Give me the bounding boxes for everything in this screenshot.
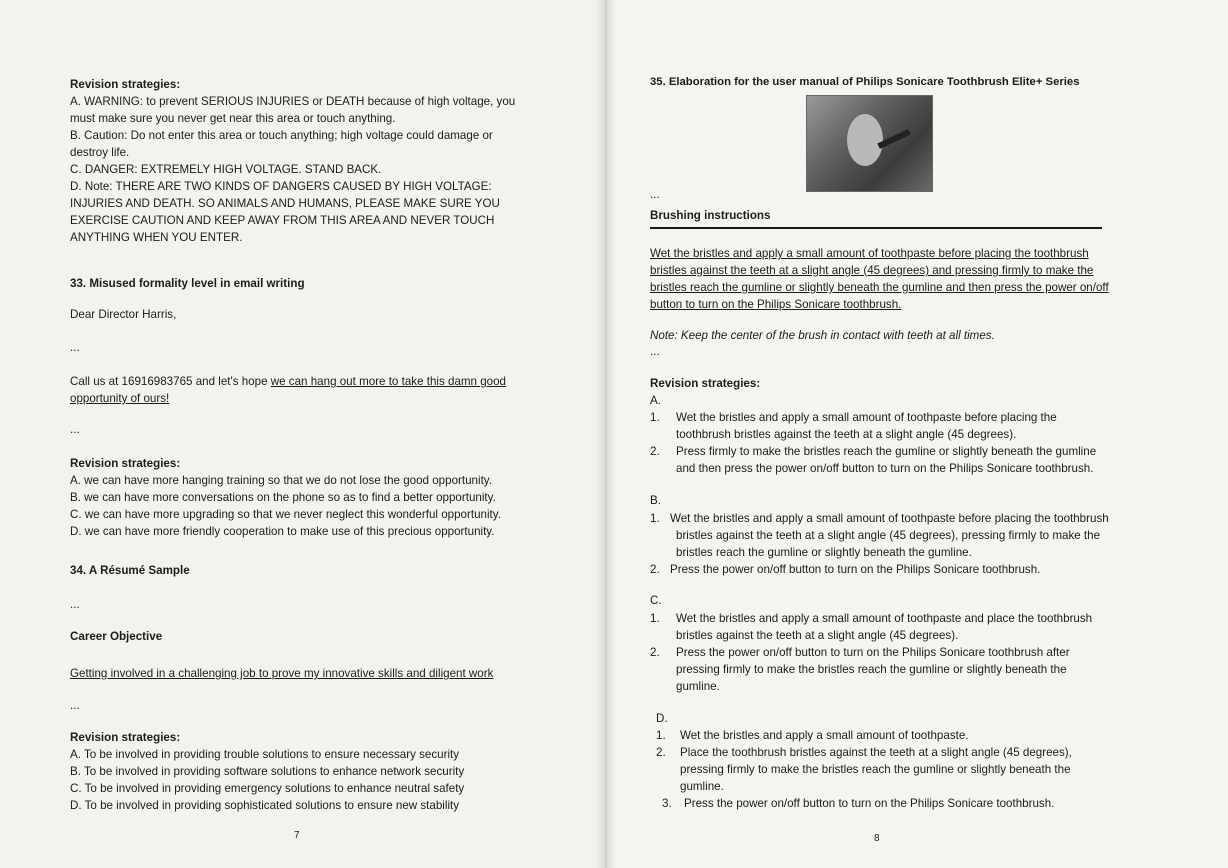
career-objective-heading: Career Objective — [70, 630, 163, 643]
option-d-step2-line3: gumline. — [680, 780, 724, 793]
option-a-step2-line1: Press firmly to make the bristles reach the gumline or slightly beneath the gumline — [676, 445, 1097, 458]
option-d-step2-line1: Place the toothbrush bristles against the teeth at a slight angle (45 degrees), — [680, 746, 1072, 759]
page-number: 7 — [294, 830, 300, 841]
step-number: 2. — [650, 563, 660, 576]
instruction-line2: bristles against the teeth at a slight angle (45 degrees) and pressing firmly to make the — [650, 264, 1094, 277]
option-b-label: B. — [650, 494, 661, 507]
strategy-b: B. To be involved in providing software solutions to enhance network security — [70, 765, 465, 778]
section-34-heading: 34. A Résumé Sample — [70, 564, 190, 577]
revision-heading: Revision strategies: — [70, 731, 181, 744]
section-35-heading: 35. Elaboration for the user manual of Philips Sonicare Toothbrush Elite+ Series — [650, 76, 1080, 88]
note: Note: Keep the center of the brush in contact with teeth at all times. — [650, 329, 995, 342]
revision-heading: Revision strategies: — [70, 457, 181, 470]
step-number: 2. — [650, 646, 660, 659]
book-spine — [596, 0, 616, 868]
email-salutation: Dear Director Harris, — [70, 308, 177, 321]
email-closing-line1 — [70, 373, 506, 390]
option-c-label: C. — [650, 594, 662, 607]
ellipsis: ... — [70, 423, 80, 436]
ellipsis: ... — [70, 341, 80, 354]
strategy-a: A. To be involved in providing trouble solutions to ensure necessary security — [70, 748, 460, 761]
ellipsis: ... — [650, 345, 660, 358]
left-page — [0, 0, 606, 868]
career-objective-text: Getting involved in a challenging job to prove my innovative skills and diligent work — [70, 667, 494, 680]
strategy-d-line3: EXERCISE CAUTION AND KEEP AWAY FROM THIS AREA AND NEVER TOUCH — [70, 214, 495, 227]
strategy-d-line2: INJURIES AND DEATH. SO ANIMALS AND HUMANS, PLEASE MAKE SURE YOU — [70, 197, 500, 210]
heading-rule — [650, 227, 1102, 229]
instruction-line3: bristles reach the gumline or slightly beneath the gumline and then press the power on/off — [650, 281, 1109, 294]
option-b-step1-line3: bristles reach the gumline or slightly beneath the gumline. — [676, 546, 972, 559]
strategy-d-line1: D. Note: THERE ARE TWO KINDS OF DANGERS CAUSED BY HIGH VOLTAGE: — [70, 180, 492, 193]
option-c-step1-line1: Wet the bristles and apply a small amount of toothpaste and place the toothbrush — [676, 612, 1093, 625]
instruction-line4: button to turn on the Philips Sonicare toothbrush. — [650, 298, 902, 311]
step-number: 2. — [650, 445, 660, 458]
strategy-c: C. DANGER: EXTREMELY HIGH VOLTAGE. STAND BACK. — [70, 163, 382, 176]
step-number: 1. — [650, 411, 660, 424]
option-a-label: A. — [650, 394, 661, 407]
step-number: 1. — [656, 729, 666, 742]
option-b-step1-line1: Wet the bristles and apply a small amount of toothpaste before placing the toothbrush — [670, 512, 1109, 525]
strategy-b: B. we can have more conversations on the phone so as to find a better opportunity. — [70, 491, 496, 504]
option-c-step2-line1: Press the power on/off button to turn on the Philips Sonicare toothbrush after — [676, 646, 1070, 659]
revision-heading: Revision strategies: — [70, 78, 181, 91]
strategy-a: A. we can have more hanging training so that we do not lose the good opportunity. — [70, 474, 492, 487]
toothbrush-photo — [806, 95, 933, 192]
strategy-b-line1: B. Caution: Do not enter this area or touch anything; high voltage could damage or — [70, 129, 493, 142]
option-a-step1-line1: Wet the bristles and apply a small amount of toothpaste before placing the — [676, 411, 1057, 424]
option-d-step3-line1: Press the power on/off button to turn on the Philips Sonicare toothbrush. — [684, 797, 1055, 810]
option-b-step2-line1: Press the power on/off button to turn on the Philips Sonicare toothbrush. — [670, 563, 1041, 576]
option-b-step1-line2: bristles against the teeth at a slight angle (45 degrees), pressing firmly to make the — [676, 529, 1101, 542]
strategy-a-line2: must make sure you never get near this area or touch anything. — [70, 112, 396, 125]
page-number: 8 — [874, 833, 880, 844]
strategy-d-line4: ANYTHING WHEN YOU ENTER. — [70, 231, 243, 244]
instruction-line1: Wet the bristles and apply a small amount of toothpaste before placing the toothbrush — [650, 247, 1089, 260]
step-number: 3. — [662, 797, 672, 810]
option-d-step1-line1: Wet the bristles and apply a small amount of toothpaste. — [680, 729, 969, 742]
option-d-step2-line2: pressing firmly to make the bristles reach the gumline or slightly beneath the — [680, 763, 1071, 776]
section-33-heading: 33. Misused formality level in email writing — [70, 277, 305, 290]
option-a-step1-line2: toothbrush bristles against the teeth at a slight angle (45 degrees). — [676, 428, 1017, 441]
brushing-instructions-heading: Brushing instructions — [650, 209, 771, 222]
option-c-step2-line3: gumline. — [676, 680, 720, 693]
right-page — [606, 0, 1228, 868]
strategy-b-line2: destroy life. — [70, 146, 130, 159]
strategy-c: C. To be involved in providing emergency solutions to enhance neutral safety — [70, 782, 465, 795]
step-number: 1. — [650, 612, 660, 625]
option-a-step2-line2: and then press the power on/off button to turn on the Philips Sonicare toothbrush. — [676, 462, 1094, 475]
strategy-a-line1: A. WARNING: to prevent SERIOUS INJURIES or DEATH because of high voltage, you — [70, 95, 516, 108]
ellipsis: ... — [70, 598, 80, 611]
ellipsis: ... — [650, 188, 660, 201]
email-closing-underlined: we can hang out more to take this damn good — [270, 375, 507, 388]
option-d-label: D. — [656, 712, 668, 725]
strategy-c: C. we can have more upgrading so that we never neglect this wonderful opportunity. — [70, 508, 501, 521]
option-c-step2-line2: pressing firmly to make the bristles reach the gumline or slightly beneath the — [676, 663, 1067, 676]
step-number: 2. — [656, 746, 666, 759]
revision-heading: Revision strategies: — [650, 377, 761, 390]
option-c-step1-line2: bristles against the teeth at a slight angle (45 degrees). — [676, 629, 959, 642]
ellipsis: ... — [70, 699, 80, 712]
email-closing-line2: opportunity of ours! — [70, 392, 170, 405]
step-number: 1. — [650, 512, 660, 525]
strategy-d: D. To be involved in providing sophisticated solutions to ensure new stability — [70, 799, 460, 812]
strategy-d: D. we can have more friendly cooperation to make use of this precious opportunity. — [70, 525, 495, 538]
email-closing-plain: Call us at 16916983765 and let's hope — [70, 375, 271, 388]
